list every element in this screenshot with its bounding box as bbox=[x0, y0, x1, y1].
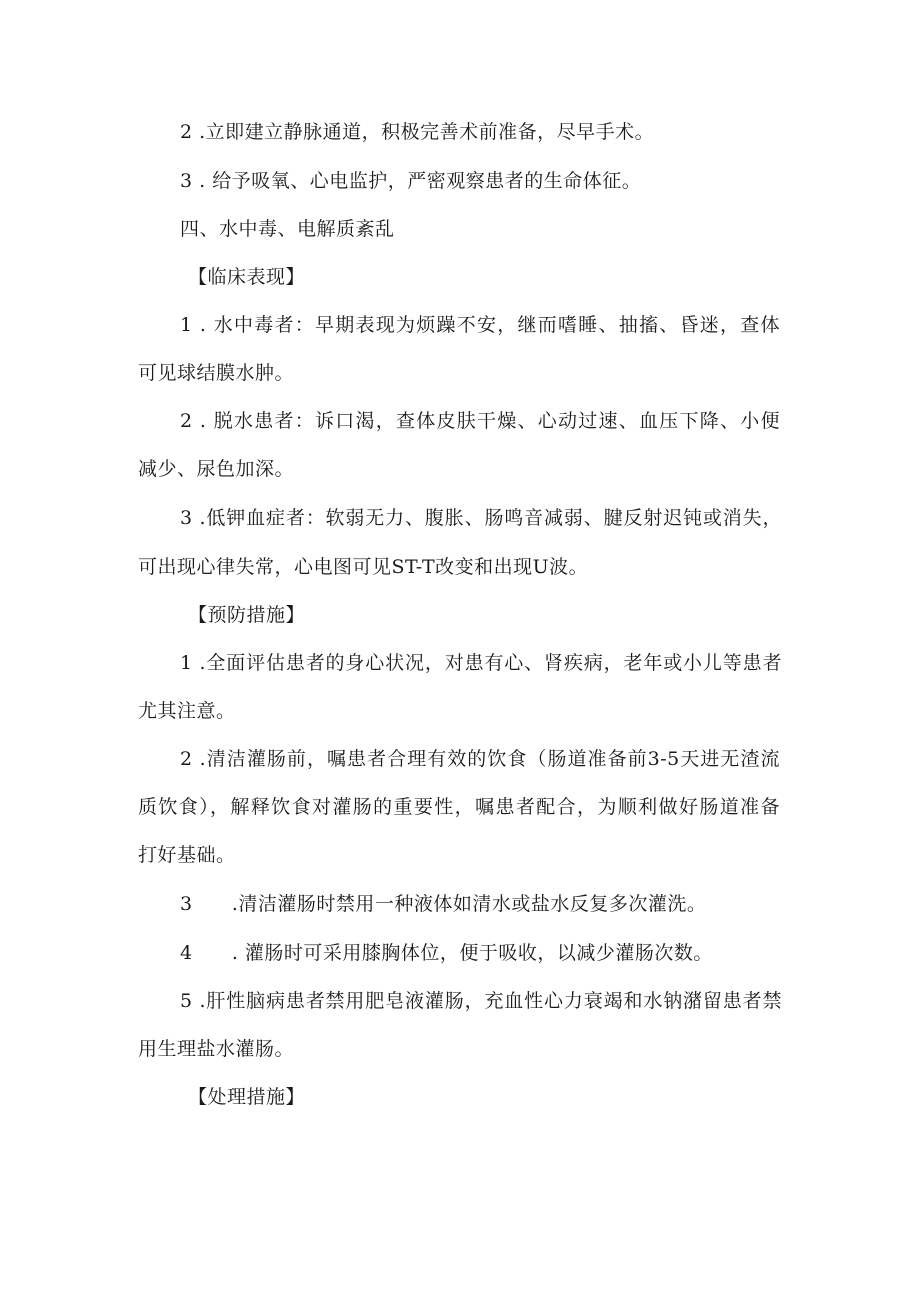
text-line: 用生理盐水灌肠。 bbox=[138, 1038, 295, 1060]
text-line: 质饮食），解释饮食对灌肠的重要性，嘱患者配合，为顺利做好肠道准备 bbox=[138, 796, 780, 818]
text-line: 可出现心律失常，心电图可见ST-T改变和出现U波。 bbox=[138, 556, 589, 578]
subsection-heading: 【临床表现】 bbox=[188, 266, 306, 288]
text-line: 3 .低钾血症者：软弱无力、腹胀、肠鸣音减弱、腱反射迟钝或消失， bbox=[180, 507, 782, 529]
text-line: 5 .肝性脑病患者禁用肥皂液灌肠，充血性心力衰竭和水钠潴留患者禁 bbox=[180, 990, 782, 1012]
text-line: 可见球结膜水肿。 bbox=[138, 362, 295, 384]
subsection-heading: 【预防措施】 bbox=[188, 604, 306, 626]
text-line: 减少、尿色加深。 bbox=[138, 458, 295, 480]
text-line: 1 . 水中毒者：早期表现为烦躁不安，继而嗜睡、抽搐、昏迷，查体 bbox=[180, 314, 780, 336]
text-line: 2 .清洁灌肠前，嘱患者合理有效的饮食（肠道准备前3-5天进无渣流 bbox=[180, 748, 780, 770]
section-heading: 四、水中毒、电解质紊乱 bbox=[180, 218, 395, 240]
text-line: 3 .清洁灌肠时禁用一种液体如清水或盐水反复多次灌洗。 bbox=[180, 893, 707, 915]
text-line: 2 .立即建立静脉通道，积极完善术前准备，尽早手术。 bbox=[180, 121, 655, 143]
text-line: 尤其注意。 bbox=[138, 700, 236, 722]
text-line: 4 . 灌肠时可采用膝胸体位，便于吸收，以减少灌肠次数。 bbox=[180, 942, 713, 964]
text-line: 1 .全面评估患者的身心状况，对患有心、肾疾病，老年或小儿等患者 bbox=[180, 652, 782, 674]
subsection-heading: 【处理措施】 bbox=[188, 1086, 306, 1108]
text-line: 2 . 脱水患者：诉口渴，查体皮肤干燥、心动过速、血压下降、小便 bbox=[180, 410, 780, 432]
text-line: 打好基础。 bbox=[138, 844, 236, 866]
text-line: 3 . 给予吸氧、心电监护，严密观察患者的生命体征。 bbox=[180, 170, 642, 192]
